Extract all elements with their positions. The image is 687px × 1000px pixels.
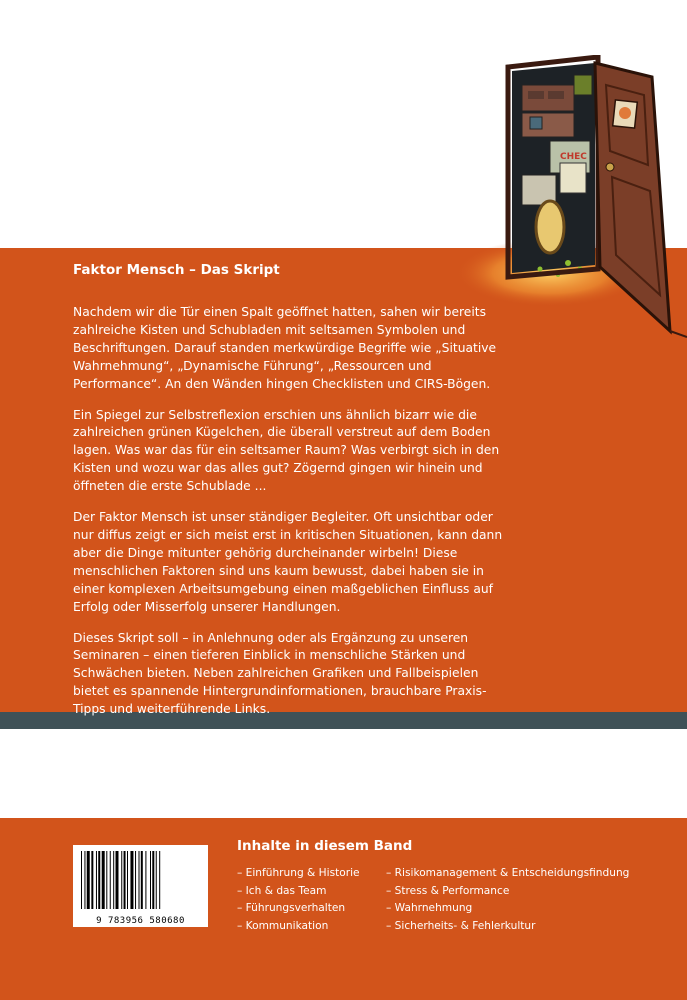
contents-item: – Risikomanagement & Entscheidungsfindung (386, 865, 629, 883)
contents-item: – Einführung & Historie (237, 865, 360, 883)
contents-item: – Führungsverhalten (237, 900, 360, 918)
contents-item: – Sicherheits- & Fehlerkultur (386, 918, 629, 936)
contents-item: – Stress & Performance (386, 883, 629, 901)
contents-item: – Wahrnehmung (386, 900, 629, 918)
contents-column-1 (237, 865, 360, 935)
back-cover-title: Faktor Mensch – Das Skript (73, 262, 280, 278)
barcode (73, 845, 208, 927)
contents-title: Inhalte in diesem Band (237, 838, 413, 854)
blurb-paragraph: Dieses Skript soll – in Anlehnung oder als Ergänzung zu unseren Seminaren – einen tieferen Einblick in menschliche Stärken und Schwächen bieten. Neben zahlreichen Grafiken und Fallbeispielen bietet es spannende Hintergrundinformationen, brauchbare Praxis-Tipps und weiterführende Links. (73, 630, 487, 717)
barcode-icon (73, 845, 208, 915)
contents-column-2 (386, 865, 629, 935)
blurb-paragraph: Der Faktor Mensch ist unser ständiger Begleiter. Oft unsichtbar oder nur diffus zeigt er sich meist erst in kritischen Situationen, kann dann aber die Dinge mitunter gehörig durcheinander wirbeln! Diese menschlichen Faktoren sind uns kaum bewusst, dabei haben sie in einer komplexen Arbeitsumgebung einen maßgeblichen Einfluss auf Erfolg oder Misserfolg unserer Handlungen. (73, 510, 503, 614)
contents-item: – Ich & das Team (237, 883, 360, 901)
barcode-number: 9 783956 580680 (96, 916, 185, 926)
blurb-paragraph: Nachdem wir die Tür einen Spalt geöffnet hatten, sahen wir bereits zahlreiche Kisten und Schubladen mit seltsamen Symbolen und Beschriftungen. Darauf standen merkwürdige Begriffe wie „Situative Wahrnehmung“, „Dynamische Führung“, „Ressourcen und Performance“. An den Wänden hingen Checklisten und CIRS-Bögen. (73, 305, 497, 391)
contents-item: – Kommunikation (237, 918, 360, 936)
blurb-text (73, 304, 511, 732)
blurb-paragraph: Ein Spiegel zur Selbstreflexion erschien uns ähnlich bizarr wie die zahlreichen grünen Kügelchen, die überall verstreut auf dem Boden lagen. Was war das für ein seltsamer Raum? Was verbirgt sich in den Kisten und wozu war das alles gut? Zögernd gingen wir hinein und öffneten die erste Schublade ... (73, 407, 500, 494)
sign-label: CHEC (560, 152, 587, 162)
